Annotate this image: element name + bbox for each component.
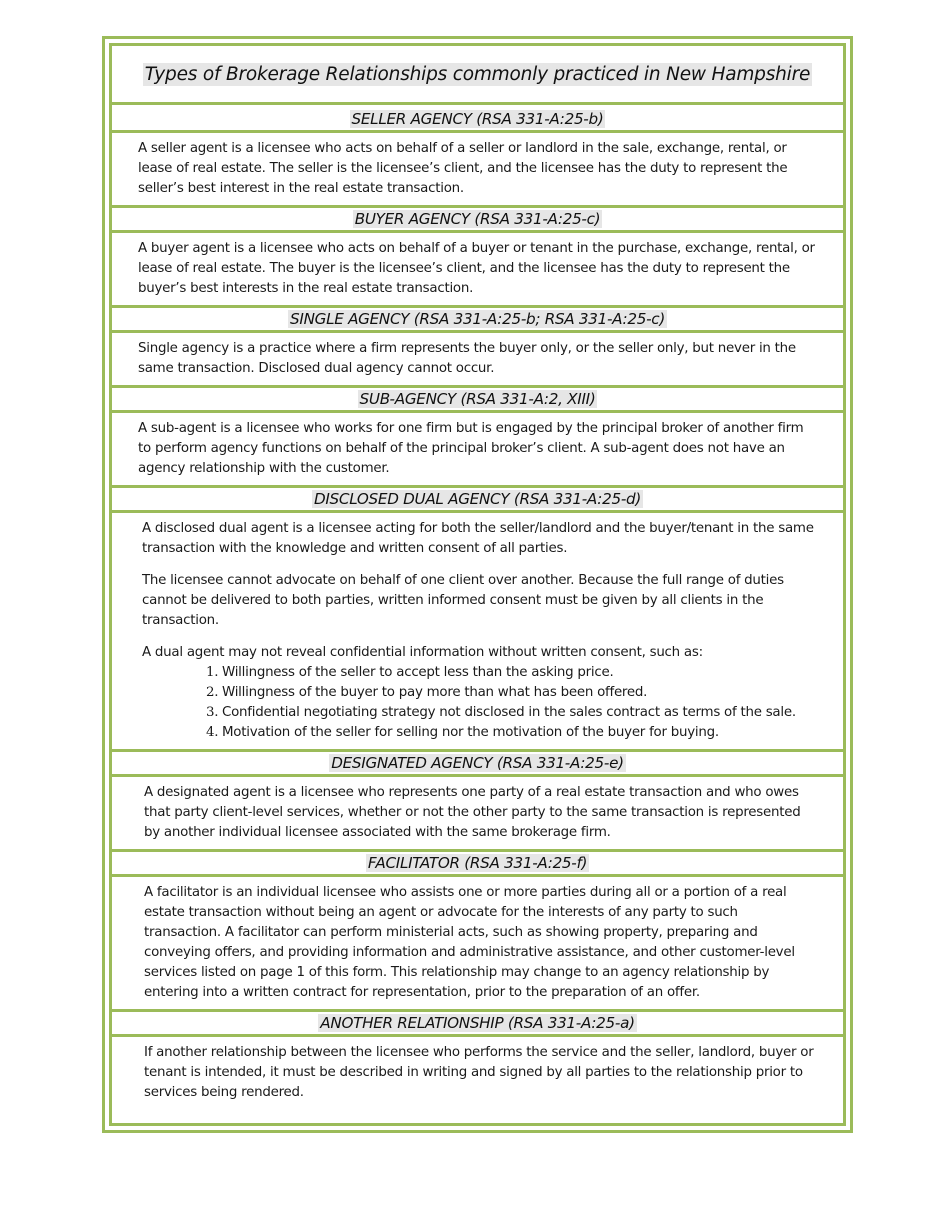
section-heading-seller-agency: [112, 108, 843, 133]
section-heading-text: DESIGNATED AGENCY (RSA 331-A:25-e): [331, 754, 624, 772]
section-heading-text: FACILITATOR (RSA 331-A:25-f): [367, 854, 588, 872]
list-item-text: Motivation of the seller for selling nor the motivation of the buyer for buying.: [222, 725, 719, 740]
paragraph: A facilitator is an individual licensee who assists one or more parties during all or a portion of a real estate transaction without being an agent or advocate for the interests of any party to such transaction. A facilitator can perform ministerial acts, such as showing property, preparing and conveying offers, and providing information and administrative assistance, and other customer-level services listed on page 1 of this form. This relationship may change to an agency relationship by entering into a written contract for representation, prior to the preparation of an offer.: [144, 885, 795, 1000]
section-heading-text: SINGLE AGENCY (RSA 331-A:25-b; RSA 331-A:25-c): [290, 310, 665, 328]
paragraph: A designated agent is a licensee who represents one party of a real estate transaction and who owes that party client-level services, whether or not the other party to the same transaction is represented by another individual licensee associated with the same brokerage firm.: [144, 785, 801, 840]
document-inner-frame: [109, 43, 846, 1126]
paragraph: A seller agent is a licensee who acts on behalf of a seller or landlord in the sale, exchange, rental, or lease of real estate. The seller is the licensee’s client, and the licensee has the duty to represent the seller’s best interest in the real estate transaction.: [138, 141, 788, 196]
list-number: 2.: [206, 685, 219, 700]
section-body-single-agency: [112, 333, 843, 385]
section-body-facilitator: [112, 877, 843, 1009]
section-body-disclosed-dual-agency: [112, 513, 843, 749]
section-heading-facilitator: [112, 849, 843, 877]
document-frame: [102, 36, 853, 1133]
list-item: [206, 703, 815, 723]
list-item-text: Willingness of the buyer to pay more than what has been offered.: [222, 685, 648, 700]
list-number: 4.: [206, 725, 219, 740]
paragraph: A disclosed dual agent is a licensee acting for both the seller/landlord and the buyer/tenant in the same transaction with the knowledge and written consent of all parties.: [142, 521, 814, 556]
confidential-info-list: [142, 663, 815, 743]
section-heading-disclosed-dual-agency: [112, 485, 843, 513]
section-heading-single-agency: [112, 305, 843, 333]
list-item-text: Willingness of the seller to accept less than the asking price.: [222, 665, 614, 680]
section-heading-text: DISCLOSED DUAL AGENCY (RSA 331-A:25-d): [313, 490, 641, 508]
section-heading-designated-agency: [112, 749, 843, 777]
section-heading-another-relationship: [112, 1009, 843, 1037]
section-body-seller-agency: [112, 133, 843, 205]
section-heading-text: BUYER AGENCY (RSA 331-A:25-c): [354, 210, 601, 228]
paragraph: Single agency is a practice where a firm represents the buyer only, or the seller only, but never in the same transaction. Disclosed dual agency cannot occur.: [138, 341, 796, 376]
list-number: 3.: [206, 705, 219, 720]
paragraph: The licensee cannot advocate on behalf of one client over another. Because the full range of duties cannot be delivered to both parties, written informed consent must be given by all clients in the transaction.: [142, 573, 784, 628]
list-item: [206, 663, 815, 683]
section-body-designated-agency: [112, 777, 843, 849]
section-heading-text: ANOTHER RELATIONSHIP (RSA 331-A:25-a): [320, 1014, 635, 1032]
list-item: [206, 723, 815, 743]
list-item-text: Confidential negotiating strategy not disclosed in the sales contract as terms of the sale.: [222, 705, 796, 720]
section-heading-buyer-agency: [112, 205, 843, 233]
list-item: [206, 683, 815, 703]
section-body-another-relationship: [112, 1037, 843, 1109]
section-body-buyer-agency: [112, 233, 843, 305]
list-number: 1.: [206, 665, 219, 680]
section-heading-text: SELLER AGENCY (RSA 331-A:25-b): [351, 110, 604, 128]
paragraph: If another relationship between the licensee who performs the service and the seller, landlord, buyer or tenant is intended, it must be described in writing and signed by all parties to the relationship prior to services being rendered.: [144, 1045, 814, 1100]
section-body-sub-agency: [112, 413, 843, 485]
section-heading-text: SUB-AGENCY (RSA 331-A:2, XIII): [359, 390, 596, 408]
paragraph: A buyer agent is a licensee who acts on behalf of a buyer or tenant in the purchase, exchange, rental, or lease of real estate. The buyer is the licensee’s client, and the licensee has the duty to represent the buyer’s best interests in the real estate transaction.: [138, 241, 815, 296]
section-heading-sub-agency: [112, 385, 843, 413]
paragraph: A sub-agent is a licensee who works for one firm but is engaged by the principal broker of another firm to perform agency functions on behalf of the principal broker’s client. A sub-agent does not have an agency relationship with the customer.: [138, 421, 804, 476]
page-title: Types of Brokerage Relationships commonly practiced in New Hampshire: [144, 63, 811, 85]
paragraph: A dual agent may not reveal confidential information without written consent, such as:: [142, 645, 703, 660]
title-row: [112, 46, 843, 105]
